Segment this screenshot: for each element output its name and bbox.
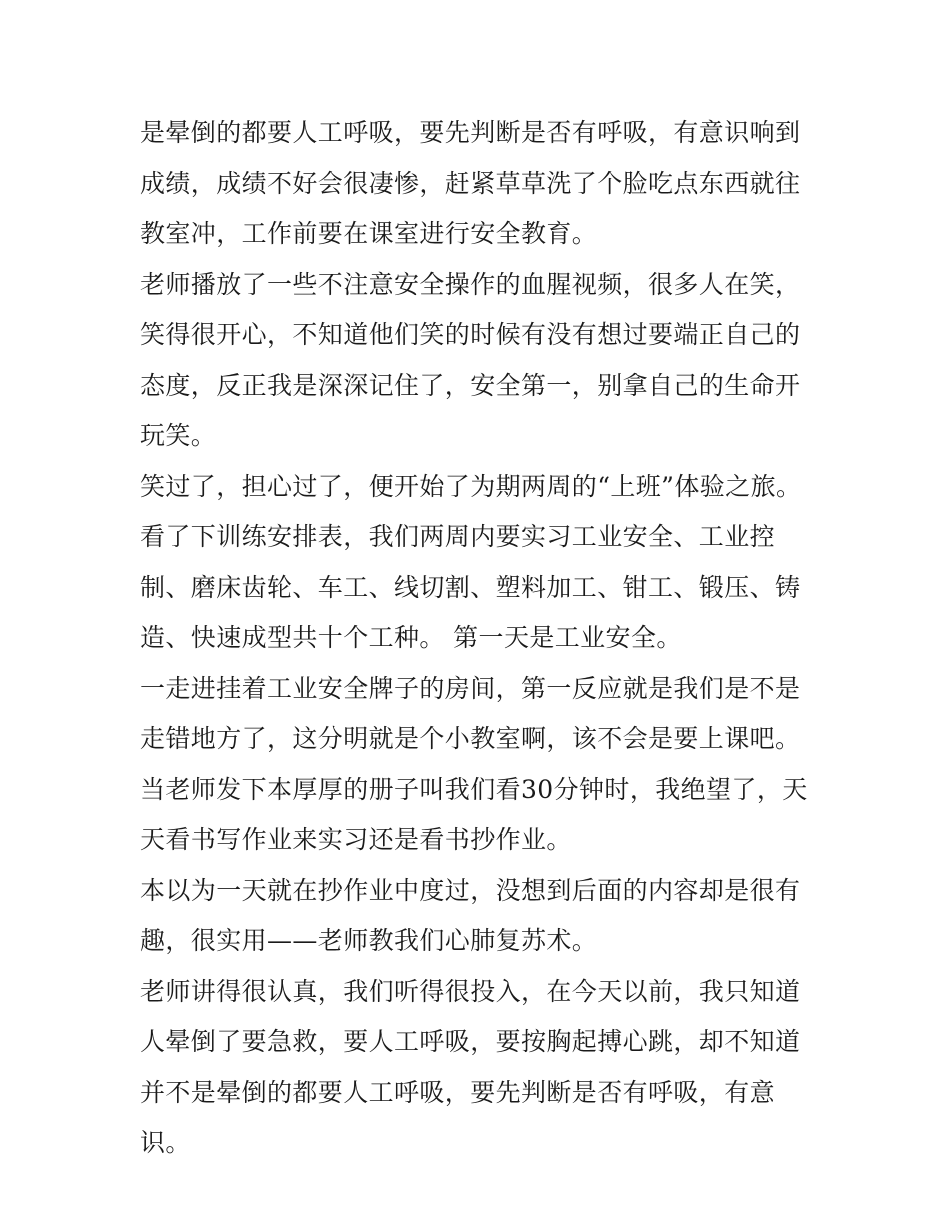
paragraph-8: 老师讲得很认真，我们听得很投入，在今天以前，我只知道人晕倒了要急救，要人工呼吸，要按胸起搏心跳，却不知道并不是晕倒的都要人工呼吸，要先判断是否有呼吸，有意识。 bbox=[140, 976, 801, 1157]
paragraph-1: 是晕倒的都要人工呼吸，要先判断是否有呼吸，有意识响到成绩，成绩不好会很凄惨，赶紧草草洗了个脸吃点东西就往教室冲，工作前要在课室进行安全教育。 bbox=[140, 118, 801, 248]
document-body bbox=[140, 108, 820, 1169]
paragraph-3: 笑过了，担心过了，便开始了为期两周的“上班”体验之旅。 bbox=[140, 471, 802, 501]
paragraph-4: 看了下训练安排表，我们两周内要实习工业安全、工业控制、磨床齿轮、车工、线切割、塑料加工、钳工、锻压、铸造、快速成型共十个工种。 第一天是工业安全。 bbox=[140, 522, 801, 652]
paragraph-6: 当老师发下本厚厚的册子叫我们看30分钟时，我绝望了，天天看书写作业来实习还是看书抄作业。 bbox=[140, 774, 808, 854]
paragraph-2: 老师播放了一些不注意安全操作的血腥视频，很多人在笑，笑得很开心，不知道他们笑的时候有没有想过要端正自己的态度，反正我是深深记住了，安全第一，别拿自己的生命开玩笑。 bbox=[140, 269, 801, 450]
paragraph-5: 一走进挂着工业安全牌子的房间，第一反应就是我们是不是走错地方了，这分明就是个小教室啊，该不会是要上课吧。 bbox=[140, 673, 801, 753]
paragraph-7: 本以为一天就在抄作业中度过，没想到后面的内容却是很有趣，很实用——老师教我们心肺复苏术。 bbox=[140, 875, 801, 955]
